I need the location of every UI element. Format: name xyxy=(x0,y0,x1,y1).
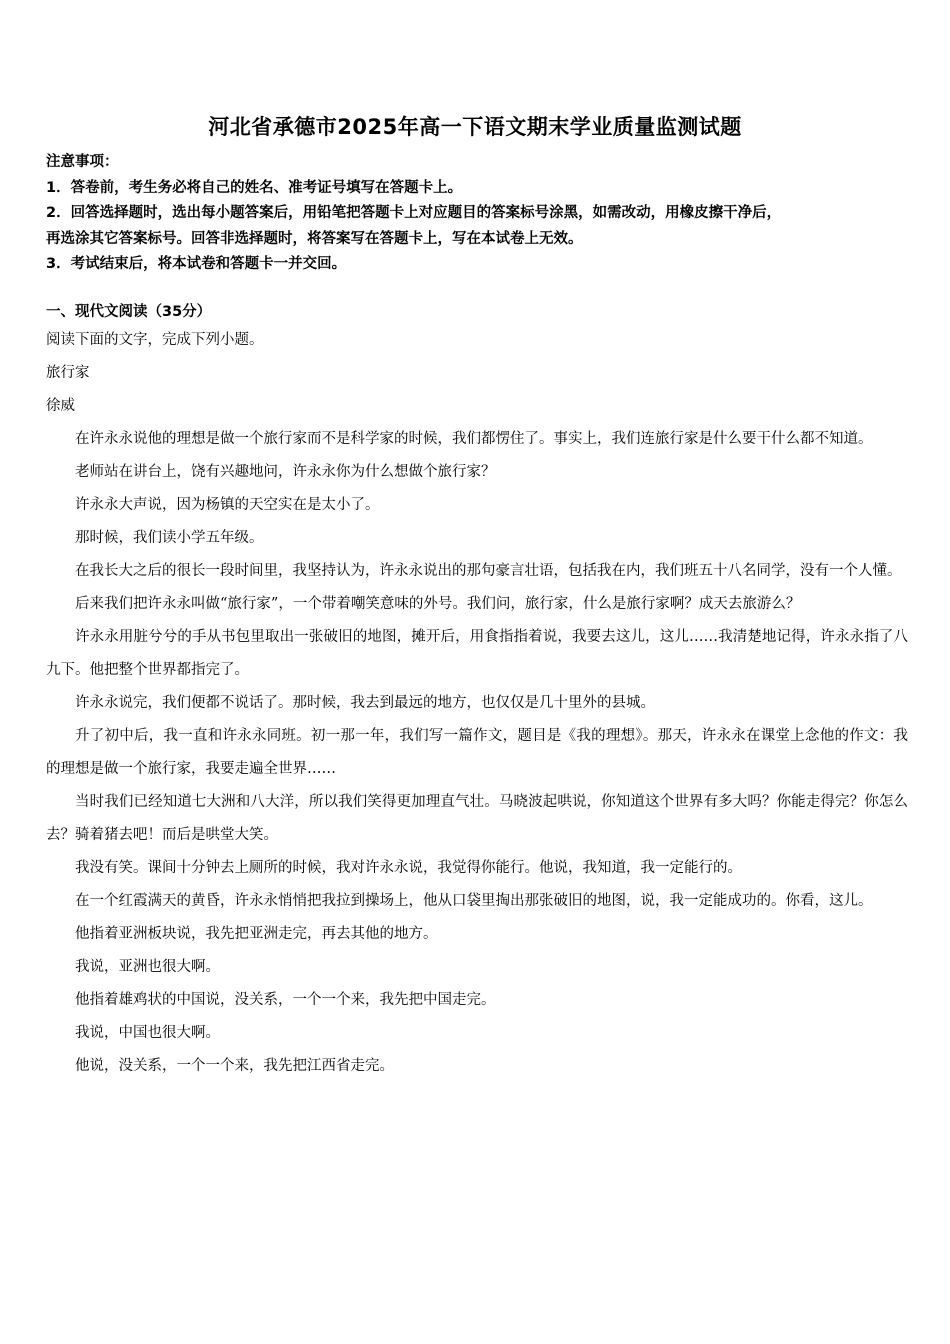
notice-heading: 注意事项： xyxy=(46,154,119,170)
story-title: 旅行家 xyxy=(46,365,90,381)
passage-paragraph: 他指着雄鸡状的中国说，没关系，一个一个来，我先把中国走完。 xyxy=(75,992,496,1008)
passage-paragraph: 我说，中国也很大啊。 xyxy=(75,1025,220,1041)
notice-item: 再选涂其它答案标号。回答非选择题时，将答案写在答题卡上，写在本试卷上无效。 xyxy=(46,230,583,247)
passage-paragraph: 那时候，我们读小学五年级。 xyxy=(75,530,264,546)
passage-paragraph: 在我长大之后的很长一段时间里，我坚持认为，许永永说出的那句豪言壮语，包括我在内，我们班五十八名同学，没有一个人懂。 xyxy=(75,563,902,579)
passage-paragraph: 在一个红霞满天的黄昏，许永永悄悄把我拉到操场上，他从口袋里掏出那张破旧的地图，说，我一定能成功的。你看，这儿。 xyxy=(75,893,873,909)
section-heading: 一、现代文阅读（35分） xyxy=(46,304,212,320)
passage-paragraph: 当时我们已经知道七大洲和八大洋，所以我们笑得更加理直气壮。马晓波起哄说，你知道这个世界有多大吗？你能走得完？你怎么去？骑着猪去吧！而后是哄堂大笑。 xyxy=(46,794,908,843)
notice-item: 1．答卷前，考生务必将自己的姓名、准考证号填写在答题卡上。 xyxy=(46,179,463,196)
passage-paragraph: 我没有笑。课间十分钟去上厕所的时候，我对许永永说，我觉得你能行。他说，我知道，我一定能行的。 xyxy=(75,860,742,876)
passage-paragraph: 老师站在讲台上，饶有兴趣地问，许永永你为什么想做个旅行家？ xyxy=(75,464,496,480)
passage-paragraph: 许永永用脏兮兮的手从书包里取出一张破旧的地图，摊开后，用食指指着说，我要去这儿，这儿……我清楚地记得，许永永指了八九下。他把整个世界都指完了。 xyxy=(46,629,908,678)
section-instruction: 阅读下面的文字，完成下列小题。 xyxy=(46,332,264,348)
story-author: 徐威 xyxy=(46,398,75,414)
passage-paragraph: 许永永说完，我们便都不说话了。那时候，我去到最远的地方，也仅仅是几十里外的县城。 xyxy=(75,695,655,711)
passage-paragraph: 升了初中后，我一直和许永永同班。初一那一年，我们写一篇作文，题目是《我的理想》。那天，许永永在课堂上念他的作文：我的理想是做一个旅行家，我要走遍全世界…… xyxy=(46,728,908,777)
passage-paragraph: 我说，亚洲也很大啊。 xyxy=(75,959,220,975)
notice-block xyxy=(46,150,916,278)
passage-paragraph: 许永永大声说，因为杨镇的天空实在是太小了。 xyxy=(75,497,380,513)
notice-item: 3．考试结束后，将本试卷和答题卡一并交回。 xyxy=(46,256,347,272)
passage-paragraph: 他指着亚洲板块说，我先把亚洲走完，再去其他的地方。 xyxy=(75,926,438,942)
notice-item: 2．回答选择题时，选出每小题答案后，用铅笔把答题卡上对应题目的答案标号涂黑，如需改动，用橡皮擦干净后， xyxy=(46,205,782,221)
passage-paragraph: 在许永永说他的理想是做一个旅行家而不是科学家的时候，我们都愣住了。事实上，我们连旅行家是什么要干什么都不知道。 xyxy=(75,431,873,447)
passage-paragraph: 他说，没关系，一个一个来，我先把江西省走完。 xyxy=(75,1058,394,1074)
passage-paragraph: 后来我们把许永永叫做“旅行家”，一个带着嘲笑意味的外号。我们问，旅行家，什么是旅行家啊？成天去旅游么？ xyxy=(75,596,801,612)
reading-passage xyxy=(46,324,908,1083)
page-title: 河北省承德市2025年高一下语文期末学业质量监测试题 xyxy=(208,115,742,139)
